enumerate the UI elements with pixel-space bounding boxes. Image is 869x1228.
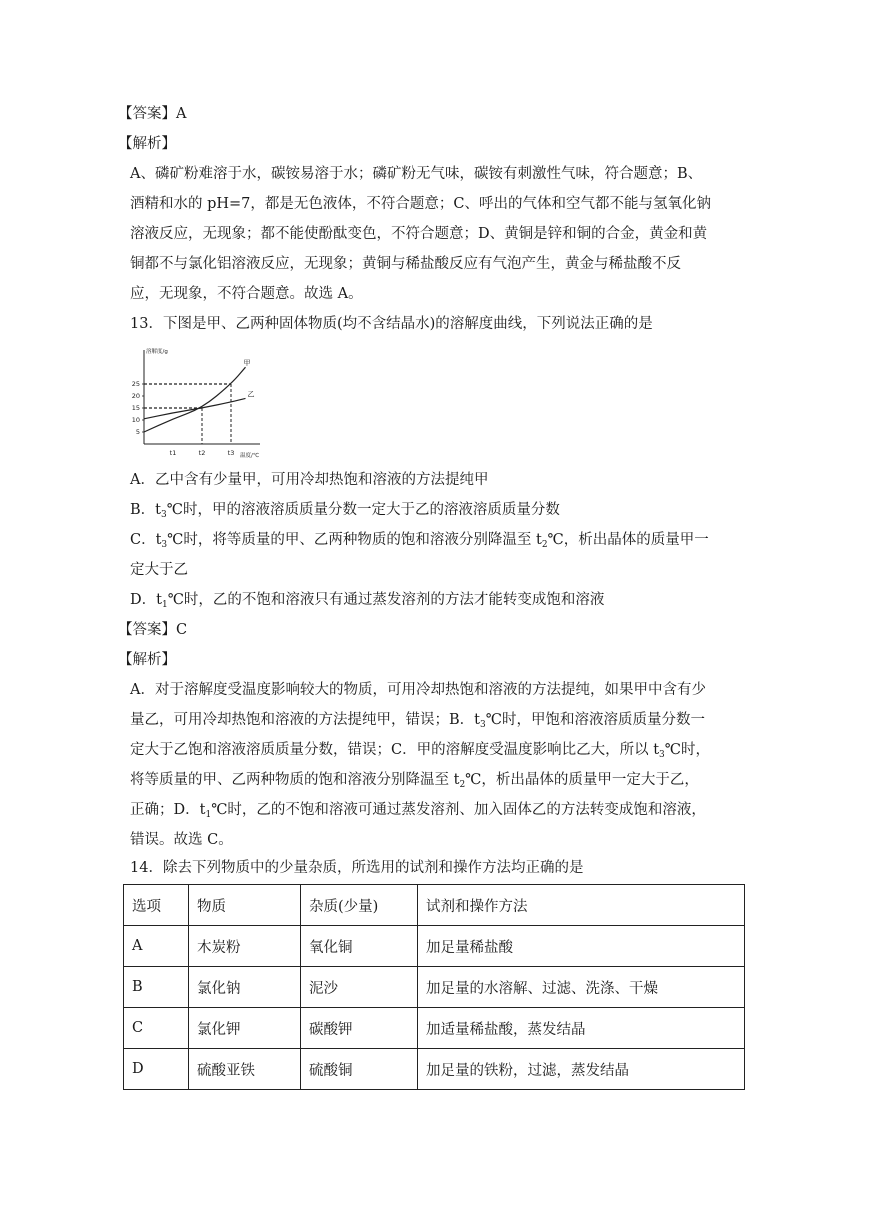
y-tick-label: 5: [135, 428, 140, 436]
table-header-cell: 杂质(少量): [301, 885, 418, 926]
table-cell: 氯化钾: [189, 1008, 301, 1049]
q12-analysis-label: 【解析】: [118, 136, 176, 152]
table-cell: 加足量稀盐酸: [418, 926, 745, 967]
q13-analysis-line: 正确；D．$t_1℃$时，乙的不饱和溶液可通过蒸发溶剂、加入固体乙的方法转变成饱和溶液，: [130, 802, 706, 820]
y-tick-label: 25: [131, 380, 140, 388]
table-cell: C: [124, 1008, 189, 1049]
table-header-cell: 试剂和操作方法: [418, 885, 745, 926]
q12-analysis-line: 铜都不与氯化铝溶液反应，无现象；黄铜与稀盐酸反应有气泡产生，黄金与稀盐酸不反: [130, 256, 681, 272]
table-row: [124, 1049, 745, 1090]
table-cell: B: [124, 967, 189, 1008]
series-line-jia: [144, 367, 246, 432]
q13-analysis-line: A．对于溶解度受温度影响较大的物质，可用冷却热饱和溶液的方法提纯，如果甲中含有少: [130, 682, 706, 698]
q13-option-d: D．$t_1℃$时，乙的不饱和溶液只有通过蒸发溶剂的方法才能转变成饱和溶液: [130, 592, 605, 610]
table-header-cell: 选项: [124, 885, 189, 926]
table-cell: 泥沙: [301, 967, 418, 1008]
q13-option-c: C．$t_3℃$时，将等质量的甲、乙两种物质的饱和溶液分别降温至 $t_2℃$，析出晶体的质量甲一: [130, 532, 709, 550]
table-cell: 氯化钠: [189, 967, 301, 1008]
q13-answer: 【答案】C: [118, 622, 188, 638]
series-label: 甲: [243, 359, 251, 368]
table-cell: A: [124, 926, 189, 967]
q13-analysis-label: 【解析】: [118, 652, 176, 668]
q12-answer: 【答案】A: [118, 106, 187, 122]
q13-option-c-cont: 定大于乙: [130, 562, 188, 578]
table-cell: 硫酸铜: [301, 1049, 418, 1090]
q13-option-a: A．乙中含有少量甲，可用冷却热饱和溶液的方法提纯甲: [130, 472, 489, 488]
table-cell: 木炭粉: [189, 926, 301, 967]
table-cell: 氧化铜: [301, 926, 418, 967]
y-axis-label: 溶解度/g: [146, 349, 168, 355]
x-tick-label: t2: [198, 449, 206, 457]
q14-stem: 14．除去下列物质中的少量杂质，所选用的试剂和操作方法均正确的是: [130, 860, 584, 876]
table-cell: 碳酸钾: [301, 1008, 418, 1049]
table-cell: 加足量的水溶解、过滤、洗涤、干燥: [418, 967, 745, 1008]
table-row: [124, 926, 745, 967]
q12-analysis-line: A、磷矿粉难溶于水，碳铵易溶于水；磷矿粉无气味，碳铵有刺激性气味，符合题意；B、: [130, 166, 703, 182]
q13-stem: 13．下图是甲、乙两种固体物质(均不含结晶水)的溶解度曲线，下列说法正确的是: [130, 316, 653, 332]
table-row: [124, 1008, 745, 1049]
q13-analysis-line: 定大于乙饱和溶液溶质质量分数，错误；C．甲的溶解度受温度影响比乙大，所以 $t_3℃$时，: [130, 742, 710, 760]
y-tick-label: 15: [131, 404, 140, 412]
q13-analysis-line: 将等质量的甲、乙两种物质的饱和溶液分别降温至 $t_2℃$，析出晶体的质量甲一定大于乙，: [130, 772, 699, 790]
y-tick-label: 20: [131, 392, 140, 400]
q13-option-b: B．$t_3℃$时，甲的溶液溶质质量分数一定大于乙的溶液溶质质量分数: [130, 502, 560, 520]
table-cell: 加足量的铁粉，过滤，蒸发结晶: [418, 1049, 745, 1090]
q13-analysis-line: 量乙，可用冷却热饱和溶液的方法提纯甲，错误；B．$t_3℃$时，甲饱和溶液溶质质量分数一: [130, 712, 705, 730]
q12-analysis-line: 应，无现象，不符合题意。故选 A。: [130, 286, 363, 302]
q14-table: [123, 884, 745, 1090]
table-cell: D: [124, 1049, 189, 1090]
table-row: [124, 967, 745, 1008]
x-tick-label: t1: [169, 449, 177, 457]
table-header-row: [124, 885, 745, 926]
solubility-chart: [128, 344, 268, 464]
table-cell: 加适量稀盐酸，蒸发结晶: [418, 1008, 745, 1049]
table-header-cell: 物质: [189, 885, 301, 926]
q12-analysis-line: 酒精和水的 pH=7，都是无色液体，不符合题意；C、呼出的气体和空气都不能与氢氧化钠: [130, 196, 712, 212]
y-tick-label: 10: [131, 416, 140, 424]
series-label: 乙: [247, 390, 255, 399]
q13-analysis-line: 错误。故选 C。: [130, 832, 233, 848]
table-cell: 硫酸亚铁: [189, 1049, 301, 1090]
x-tick-label: t3: [227, 449, 235, 457]
x-axis-label: 温度/℃: [240, 453, 260, 459]
q12-analysis-line: 溶液反应，无现象；都不能使酚酞变色，不符合题意；D、黄铜是锌和铜的合金，黄金和黄: [130, 226, 708, 242]
